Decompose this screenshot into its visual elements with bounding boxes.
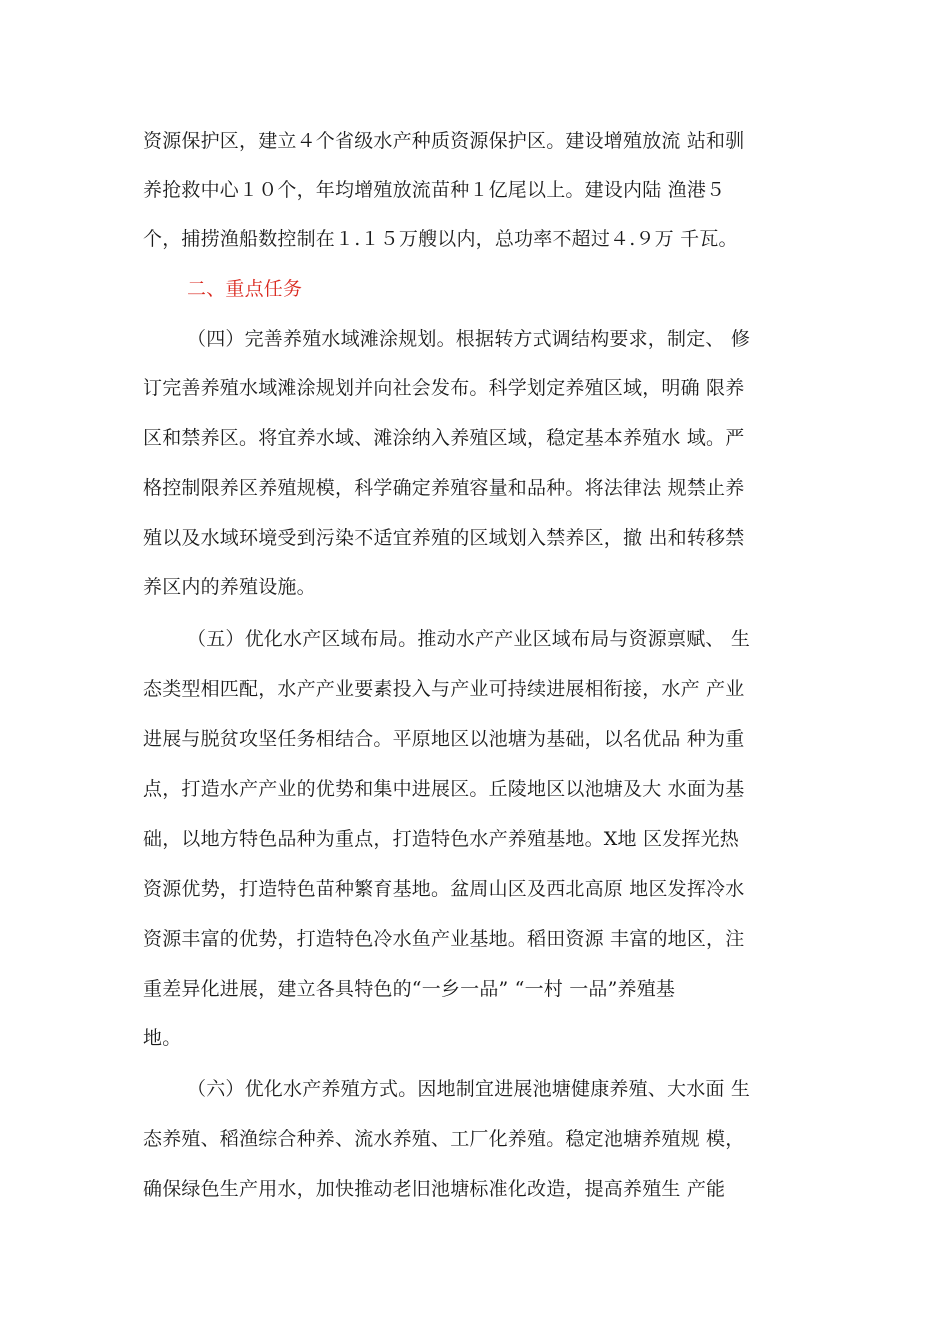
body-line: 进展与脱贫攻坚任务相结合。平原地区以池塘为基础，以名优品 种为重 xyxy=(143,728,745,750)
body-line: 地。 xyxy=(143,1027,182,1049)
body-line: 个，捕捞渔船数控制在１.１５万艘以内，总功率不超过４.９万 千瓦。 xyxy=(143,228,738,250)
body-line: 资源保护区，建立４个省级水产种质资源保护区。建设增殖放流 站和驯 xyxy=(143,130,745,152)
body-line: 态养殖、稻渔综合种养、流水养殖、工厂化养殖。稳定池塘养殖规 模， xyxy=(143,1128,745,1150)
body-line: 资源丰富的优势，打造特色冷水鱼产业基地。稻田资源 丰富的地区，注 xyxy=(143,928,745,950)
body-line: 订完善养殖水域滩涂规划并向社会发布。科学划定养殖区域，明确 限养 xyxy=(143,377,745,399)
paragraph-first-line: （四）完善养殖水域滩涂规划。根据转方式调结构要求，制定、 修 xyxy=(187,328,751,350)
body-line: 区和禁养区。将宜养水域、滩涂纳入养殖区域，稳定基本养殖水 域。严 xyxy=(143,427,745,449)
body-line: 殖以及水域环境受到污染不适宜养殖的区域划入禁养区，撤 出和转移禁 xyxy=(143,527,745,549)
paragraph-first-line: （五）优化水产区域布局。推动水产产业区域布局与资源禀赋、 生 xyxy=(187,628,751,650)
body-line: 格控制限养区养殖规模，科学确定养殖容量和品种。将法律法 规禁止养 xyxy=(143,477,745,499)
body-line: 点，打造水产产业的优势和集中进展区。丘陵地区以池塘及大 水面为基 xyxy=(143,778,745,800)
body-line: 资源优势，打造特色苗种繁育基地。盆周山区及西北高原 地区发挥冷水 xyxy=(143,878,745,900)
section-heading: 二、重点任务 xyxy=(187,278,303,300)
body-line: 础，以地方特色品种为重点，打造特色水产养殖基地。X地 区发挥光热 xyxy=(143,828,739,850)
body-line: 养抢救中心１０个，年均增殖放流苗种１亿尾以上。建设内陆 渔港５ xyxy=(143,179,726,201)
paragraph-first-line: （六）优化水产养殖方式。因地制宜进展池塘健康养殖、大水面 生 xyxy=(187,1078,751,1100)
body-line: 确保绿色生产用水，加快推动老旧池塘标准化改造，提高养殖生 产能 xyxy=(143,1178,726,1200)
body-line: 重差异化进展，建立各具特色的“一乡一品” “一村 一品”养殖基 xyxy=(143,978,676,1000)
body-line: 态类型相匹配，水产产业要素投入与产业可持续进展相衔接，水产 产业 xyxy=(143,678,745,700)
body-line: 养区内的养殖设施。 xyxy=(143,576,316,598)
